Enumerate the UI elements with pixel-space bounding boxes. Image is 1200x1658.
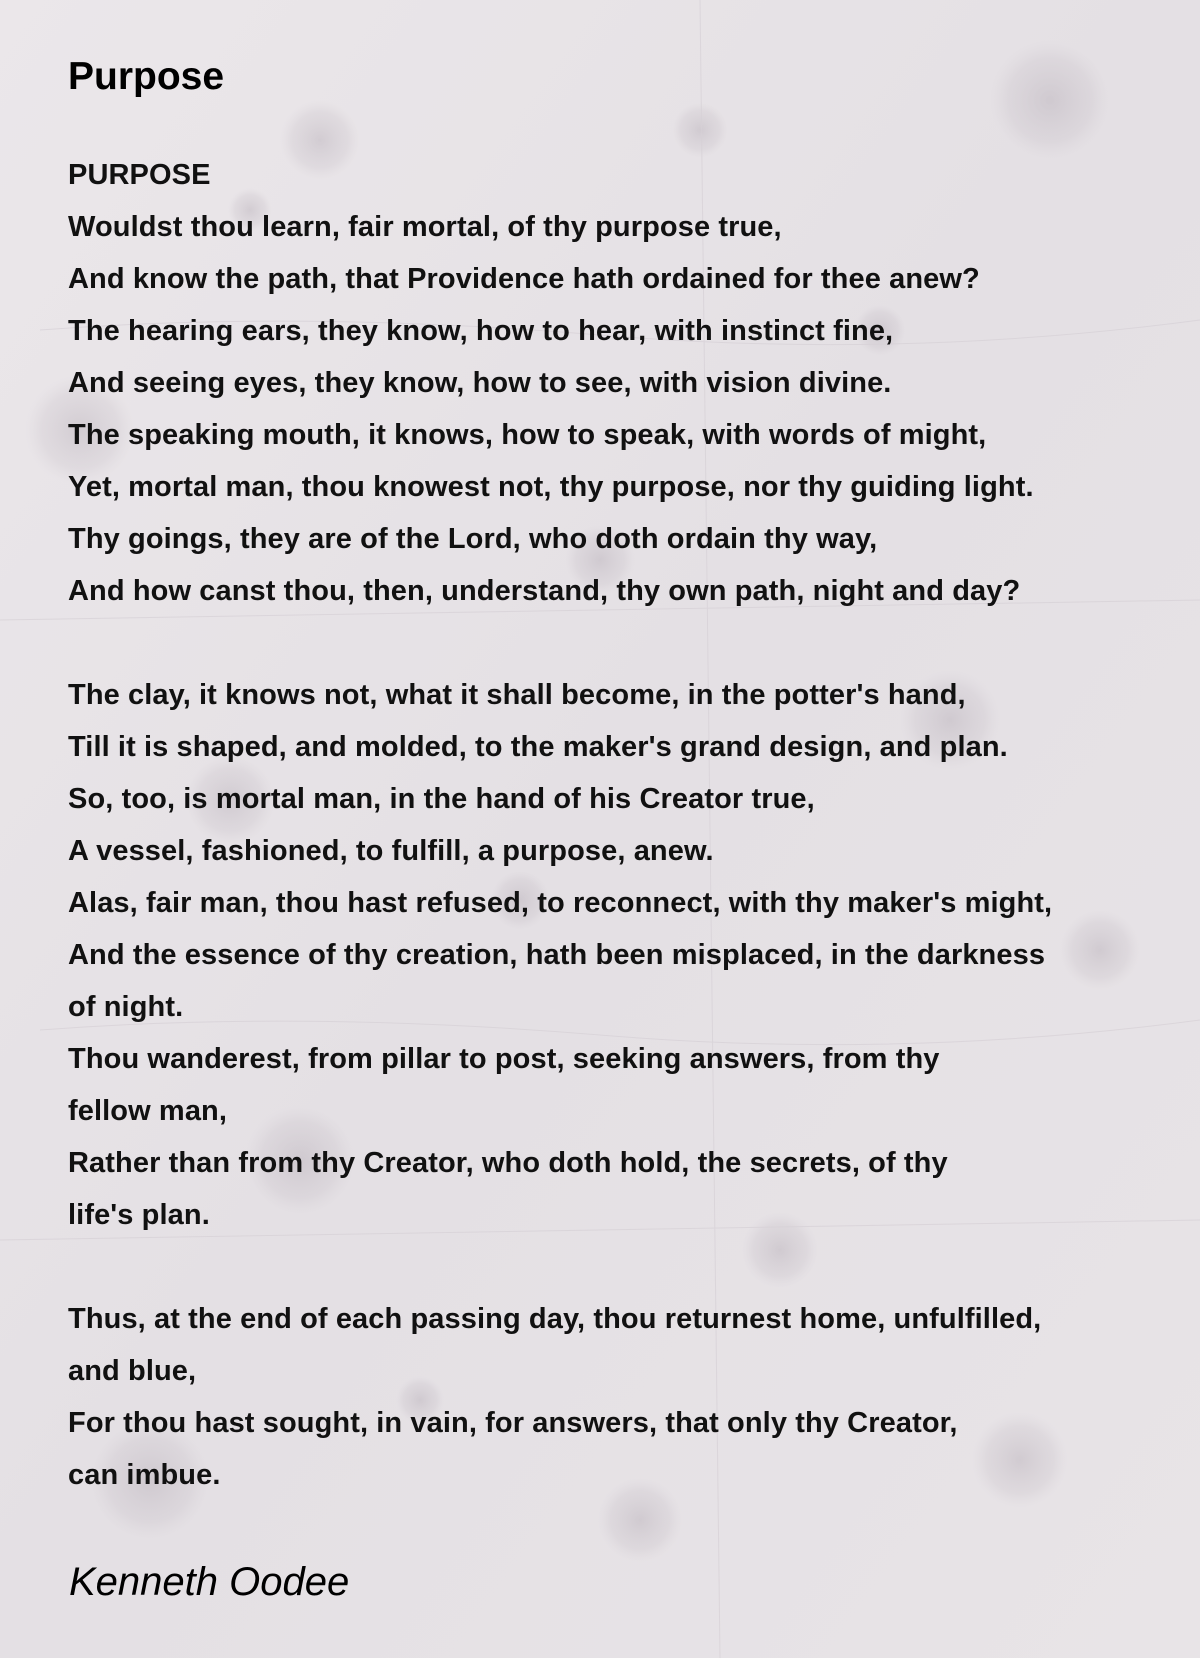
stanza-break <box>68 1241 1188 1293</box>
poem-line: Yet, mortal man, thou knowest not, thy purpose, nor thy guiding light. <box>68 471 1034 503</box>
poem-line: Thy goings, they are of the Lord, who doth ordain thy way, <box>68 523 878 555</box>
poem-line: and blue, <box>68 1355 197 1387</box>
poem-line: Wouldst thou learn, fair mortal, of thy purpose true, <box>68 211 782 243</box>
poem-line: The clay, it knows not, what it shall become, in the potter's hand, <box>68 679 966 711</box>
poem-line: fellow man, <box>68 1095 228 1127</box>
poem-line: A vessel, fashioned, to fulfill, a purpose, anew. <box>68 835 714 867</box>
poem-line: And how canst thou, then, understand, thy own path, night and day? <box>68 575 1021 607</box>
stanza-break <box>68 617 1188 669</box>
poem-line: Thou wanderest, from pillar to post, seeking answers, from thy <box>68 1043 940 1075</box>
poem-line: And the essence of thy creation, hath been misplaced, in the darkness <box>68 939 1046 971</box>
poem-line: So, too, is mortal man, in the hand of his Creator true, <box>68 783 815 815</box>
poem-line: Rather than from thy Creator, who doth hold, the secrets, of thy <box>68 1147 948 1179</box>
poem-line: For thou hast sought, in vain, for answers, that only thy Creator, <box>68 1407 958 1439</box>
poem-line: And know the path, that Providence hath ordained for thee anew? <box>68 263 980 295</box>
poem-line: The speaking mouth, it knows, how to speak, with words of might, <box>68 419 987 451</box>
poem-line: Alas, fair man, thou hast refused, to reconnect, with thy maker's might, <box>68 887 1053 919</box>
poem-line: life's plan. <box>68 1199 210 1231</box>
author-name: Kenneth Oodee <box>69 1560 350 1604</box>
poem-line: And seeing eyes, they know, how to see, with vision divine. <box>68 367 892 399</box>
poem-line: Thus, at the end of each passing day, thou returnest home, unfulfilled, <box>68 1303 1042 1335</box>
poem-line: Till it is shaped, and molded, to the maker's grand design, and plan. <box>68 731 1008 763</box>
poem-title: Purpose <box>68 55 225 98</box>
poem-line: can imbue. <box>68 1459 221 1491</box>
poem-line: The hearing ears, they know, how to hear, with instinct fine, <box>68 315 894 347</box>
poem-line: PURPOSE <box>68 159 211 191</box>
poem-body <box>68 149 1188 1501</box>
poem-line: of night. <box>68 991 184 1023</box>
